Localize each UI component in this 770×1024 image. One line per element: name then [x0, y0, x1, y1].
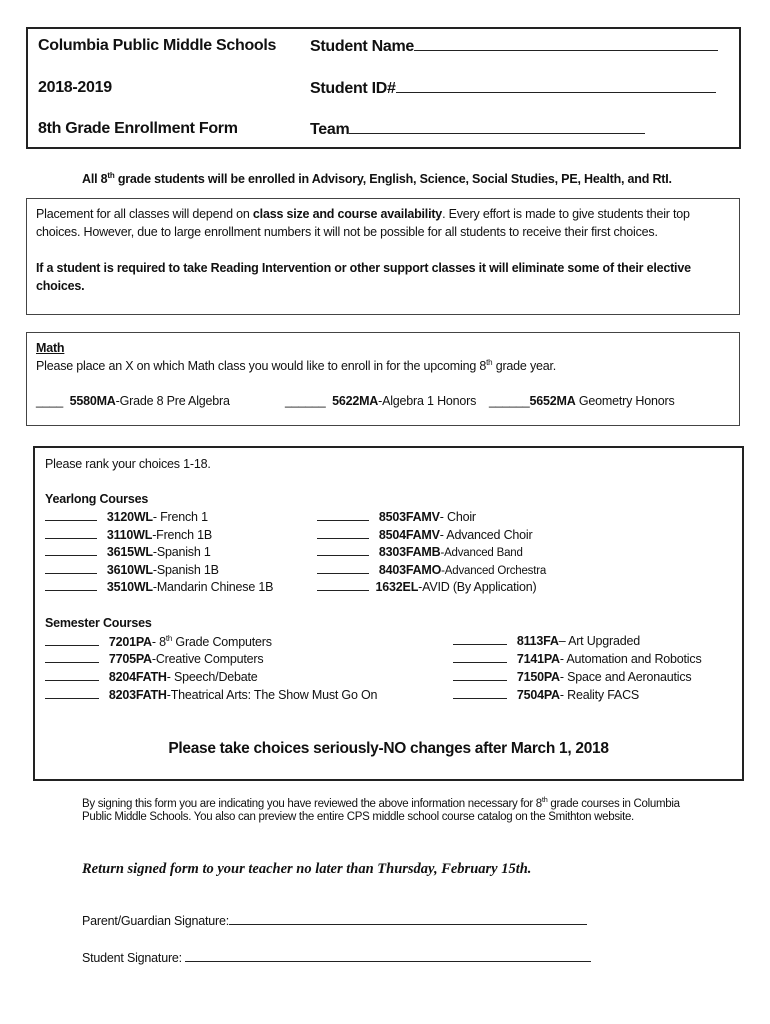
rank-blank[interactable] [45, 581, 97, 591]
course-row[interactable] [317, 545, 523, 559]
course-code: 8303FAMB [378, 545, 441, 559]
team-field[interactable] [349, 120, 645, 134]
intro-sup: th [107, 171, 115, 180]
course-row[interactable] [45, 688, 377, 702]
course-name: -Theatrical Arts: The Show Must Go On [166, 688, 378, 702]
course-row[interactable] [45, 510, 208, 524]
math-option-code: 5652MA [529, 394, 576, 408]
student-name-row [310, 37, 718, 56]
rank-instruction: Please rank your choices 1-18. [45, 457, 211, 471]
signing-note-2: Public Middle Schools. You also can preview the entire CPS middle school course catalog on the Smithton website. [82, 811, 634, 823]
parent-signature-field[interactable] [229, 914, 587, 925]
placement-warning-1: If a student is required to take Reading Intervention or other support classes it will eliminate some of their elective [36, 261, 691, 275]
course-name: -Spanish 1 [152, 545, 211, 559]
rank-blank[interactable] [45, 653, 99, 663]
course-code: 8504FAMV [378, 528, 440, 542]
rank-blank[interactable] [453, 653, 507, 663]
course-name: - Automation and Robotics [559, 652, 702, 666]
course-row[interactable] [45, 563, 219, 577]
course-row[interactable] [45, 652, 263, 666]
rank-blank[interactable] [317, 511, 369, 521]
rank-blank[interactable] [453, 689, 507, 699]
math-option-name: -Grade 8 Pre Algebra [115, 394, 230, 408]
rank-blank[interactable] [453, 635, 507, 645]
course-row[interactable] [453, 634, 640, 648]
course-row[interactable] [45, 528, 212, 542]
course-name: - Choir [439, 510, 476, 524]
course-row[interactable] [45, 670, 258, 684]
math-instruction [36, 358, 556, 373]
student-signature-field[interactable] [185, 951, 591, 962]
math-option-prealgebra[interactable] [36, 394, 230, 408]
placement-line-2: choices. However, due to large enrollment numbers it will not be possible for all students to receive their first choices. [36, 225, 658, 239]
math-instruction-a: Please place an X on which Math class you would like to enroll in for the upcoming 8 [36, 359, 487, 374]
course-name: -Mandarin Chinese 1B [152, 580, 274, 594]
student-id-row [310, 79, 716, 98]
math-option-blank[interactable]: ______ [285, 394, 326, 408]
course-code: 8203FATH [108, 688, 167, 702]
course-code: 8204FATH [108, 670, 167, 684]
team-row [310, 120, 645, 139]
course-name: -AVID (By Application) [418, 580, 537, 594]
course-name: – Art Upgraded [558, 634, 641, 648]
signing-note-sup: th [541, 795, 548, 804]
rank-blank[interactable] [317, 529, 369, 539]
course-name: - Reality FACS [559, 688, 640, 702]
math-box [26, 332, 740, 426]
course-code: 7201PA [108, 635, 152, 650]
rank-blank[interactable] [317, 546, 369, 556]
course-name: - 8 [151, 635, 166, 650]
course-name: - Space and Aeronautics [559, 670, 692, 684]
course-row[interactable] [45, 545, 211, 559]
math-option-name: -Algebra 1 Honors [378, 394, 477, 408]
course-name: -French 1B [152, 528, 213, 542]
form-title: 8th Grade Enrollment Form [38, 120, 238, 137]
course-row[interactable] [317, 528, 532, 542]
rank-blank[interactable] [45, 511, 97, 521]
student-id-field[interactable] [396, 79, 716, 93]
placement-warning-2: choices. [36, 279, 85, 293]
math-option-blank[interactable]: ______ [489, 394, 530, 408]
course-name-rest: Grade Computers [172, 635, 272, 650]
rank-blank[interactable] [45, 529, 97, 539]
student-id-label: Student ID# [310, 80, 396, 97]
course-code: 3610WL [106, 563, 153, 577]
course-name: -Advanced Orchestra [441, 565, 547, 577]
math-title: Math [36, 341, 65, 355]
course-name-sup: th [165, 634, 173, 643]
courses-box [33, 446, 744, 781]
signing-note-b: grade courses in Columbia [547, 797, 680, 810]
placement-text-bold: class size and course availability [252, 207, 443, 221]
placement-text-a: Placement for all classes will depend on [36, 207, 253, 221]
course-code: 7150PA [516, 670, 560, 684]
course-code: 3510WL [106, 580, 153, 594]
intro-suffix: grade students will be enrolled in Advisory, English, Science, Social Studies, PE, Health, and RtI. [114, 172, 672, 187]
course-row[interactable] [453, 652, 702, 666]
course-code: 3110WL [106, 528, 153, 542]
course-name: - Speech/Debate [166, 670, 258, 684]
rank-blank[interactable] [317, 581, 369, 591]
math-instruction-b: grade year. [492, 359, 557, 374]
course-row[interactable] [45, 580, 273, 594]
intro-line [82, 171, 672, 186]
no-changes-notice: Please take choices seriously-NO changes after March 1, 2018 [168, 740, 609, 757]
course-code: 8503FAMV [378, 510, 440, 524]
semester-title: Semester Courses [45, 616, 152, 630]
course-row[interactable] [453, 670, 691, 684]
rank-blank[interactable] [45, 564, 97, 574]
course-code: 7141PA [516, 652, 560, 666]
math-option-name: Geometry Honors [575, 394, 675, 408]
course-name: - Advanced Choir [439, 528, 533, 542]
math-instruction-sup: th [486, 358, 493, 367]
course-row[interactable] [317, 580, 536, 594]
rank-blank[interactable] [45, 636, 99, 646]
school-year: 2018-2019 [38, 79, 112, 96]
rank-blank[interactable] [45, 546, 97, 556]
course-row[interactable] [45, 634, 272, 649]
course-code: 1632EL [375, 580, 419, 594]
course-code: 3120WL [106, 510, 153, 524]
course-code: 7504PA [516, 688, 560, 702]
course-name: -Advanced Band [440, 547, 523, 559]
course-row[interactable] [453, 688, 639, 702]
course-code: 3615WL [106, 545, 153, 559]
student-name-field[interactable] [414, 37, 718, 51]
rank-blank[interactable] [317, 564, 369, 574]
course-code: 8403FAMO [378, 563, 442, 577]
course-name: -Spanish 1B [152, 563, 219, 577]
placement-box [26, 198, 740, 315]
school-name: Columbia Public Middle Schools [38, 37, 277, 54]
return-note: Return signed form to your teacher no later than Thursday, February 15th. [82, 861, 532, 877]
rank-blank[interactable] [453, 671, 507, 681]
team-label: Team [310, 121, 350, 138]
signing-note-1 [82, 795, 680, 810]
course-code: 8113FA [516, 634, 559, 648]
intro-prefix: All 8 [82, 172, 108, 187]
parent-signature-row [82, 914, 587, 928]
rank-blank[interactable] [45, 689, 99, 699]
student-signature-label: Student Signature: [82, 951, 186, 965]
course-name: - French 1 [152, 510, 208, 524]
course-row[interactable] [317, 563, 546, 577]
math-option-blank[interactable]: ____ [36, 394, 64, 408]
math-option-code: 5622MA [332, 394, 379, 408]
rank-blank[interactable] [45, 671, 99, 681]
signing-note-a: By signing this form you are indicating you have reviewed the above information necessary for 8 [82, 797, 542, 810]
student-signature-row [82, 951, 591, 965]
course-row[interactable] [317, 510, 476, 524]
placement-text-b: . Every effort is made to give students their top [442, 207, 690, 221]
math-option-code: 5580MA [69, 394, 116, 408]
student-name-label: Student Name [310, 38, 414, 55]
course-name: -Creative Computers [151, 652, 264, 666]
parent-signature-label: Parent/Guardian Signature: [82, 914, 229, 928]
header-box [26, 27, 741, 149]
placement-line-1 [36, 207, 690, 221]
course-code: 7705PA [108, 652, 152, 666]
math-option-geometry[interactable] [489, 394, 675, 408]
yearlong-title: Yearlong Courses [45, 492, 149, 506]
math-option-algebra1[interactable] [285, 394, 476, 408]
